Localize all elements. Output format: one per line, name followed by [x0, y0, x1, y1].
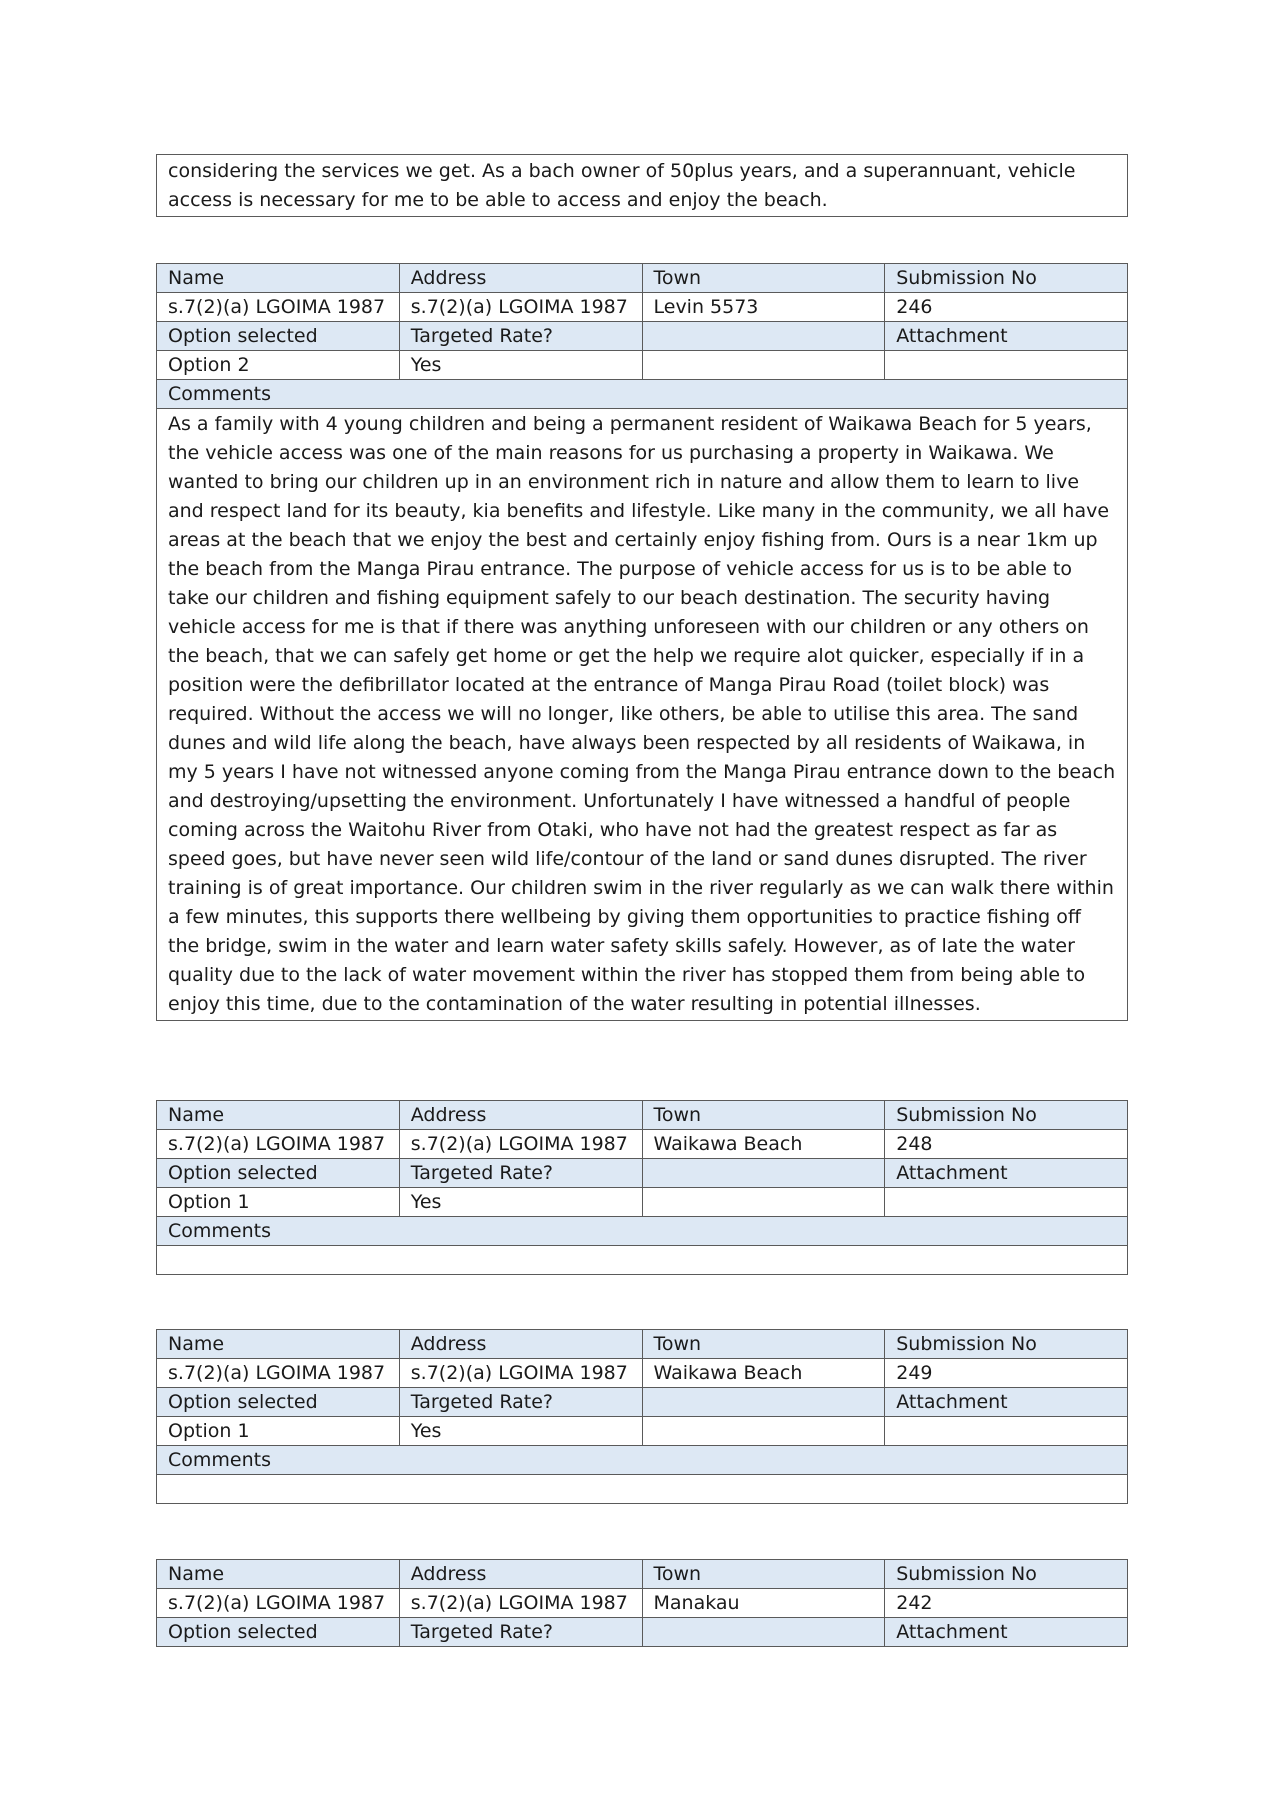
option-selected-header: Option selected — [157, 1159, 400, 1188]
empty-cell — [642, 1417, 885, 1446]
previous-comment-continuation: considering the services we get. As a bach owner of 50plus years, and a superannuant, vehicle access is necessary for me to be able to access and enjoy the beach. — [156, 154, 1128, 217]
address-value: s.7(2)(a) LGOIMA 1987 — [399, 1589, 642, 1618]
targeted-rate-header: Targeted Rate? — [399, 1618, 642, 1647]
option-value: Option 2 — [157, 351, 400, 380]
comments-row — [157, 1475, 1128, 1504]
comment-text — [157, 1475, 1128, 1504]
option-selected-header: Option selected — [157, 1618, 400, 1647]
option-row — [157, 1188, 1128, 1217]
submission-no-header: Submission No — [885, 1101, 1128, 1130]
empty-header-cell — [642, 1618, 885, 1647]
attachment-value — [885, 1188, 1128, 1217]
town-header: Town — [642, 1101, 885, 1130]
targeted-rate-value: Yes — [399, 1188, 642, 1217]
attachment-value — [885, 351, 1128, 380]
submission-table-246 — [156, 263, 1128, 1021]
attachment-header: Attachment — [885, 1159, 1128, 1188]
targeted-rate-value: Yes — [399, 1417, 642, 1446]
empty-cell — [642, 1188, 885, 1217]
comments-row — [157, 409, 1128, 1021]
option-header-row — [157, 322, 1128, 351]
town-value: Waikawa Beach — [642, 1359, 885, 1388]
attachment-header: Attachment — [885, 1388, 1128, 1417]
submission-no-header: Submission No — [885, 264, 1128, 293]
details-row — [157, 293, 1128, 322]
option-header-row — [157, 1159, 1128, 1188]
submission-no-value: 242 — [885, 1589, 1128, 1618]
comments-header-row — [157, 1446, 1128, 1475]
header-row — [157, 1330, 1128, 1359]
comment-text: As a family with 4 young children and being a permanent resident of Waikawa Beach for 5 years, the vehicle access was one of the main reasons for us purchasing a property in Waikawa. We wanted to bring our children up in an environment rich in nature and allow them to learn to live and respect land for its beauty, kia benefits and lifestyle. Like many in the community, we all have areas at the beach that we enjoy the best and certainly enjoy fishing from. Ours is a near 1km up the beach from the Manga Pirau entrance. The purpose of vehicle access for us is to be able to take our children and fishing equipment safely to our beach destination. The security having vehicle access for me is that if there was anything unforeseen with our children or any others on the beach, that we can safely get home or get the help we require alot quicker, especially if in a position were the defibrillator located at the entrance of Manga Pirau Road (toilet block) was required. Without the access we will no longer, like others, be able to utilise this area. The sand dunes and wild life along the beach, have always been respected by all residents of Waikawa, in my 5 years I have not witnessed anyone coming from the Manga Pirau entrance down to the beach and destroying/upsetting the environment. Unfortunately I have witnessed a handful of people coming across the Waitohu River from Otaki, who have not had the greatest respect as far as speed goes, but have never seen wild life/contour of the land or sand dunes disrupted. The river training is of great importance. Our children swim in the river regularly as we can walk there within a few minutes, this supports there wellbeing by giving them opportunities to practice fishing off the bridge, swim in the water and learn water safety skills safely. However, as of late the water quality due to the lack of water movement within the river has stopped them from being able to enjoy this time, due to the contamination of the water resulting in potential illnesses. — [157, 409, 1128, 1021]
town-header: Town — [642, 264, 885, 293]
address-value: s.7(2)(a) LGOIMA 1987 — [399, 1130, 642, 1159]
submission-no-header: Submission No — [885, 1560, 1128, 1589]
empty-header-cell — [642, 1388, 885, 1417]
attachment-header: Attachment — [885, 1618, 1128, 1647]
name-header: Name — [157, 264, 400, 293]
submission-no-value: 248 — [885, 1130, 1128, 1159]
option-row — [157, 1417, 1128, 1446]
attachment-value — [885, 1417, 1128, 1446]
empty-cell — [642, 351, 885, 380]
address-header: Address — [399, 264, 642, 293]
town-value: Levin 5573 — [642, 293, 885, 322]
town-header: Town — [642, 1560, 885, 1589]
town-value: Waikawa Beach — [642, 1130, 885, 1159]
submission-no-value: 246 — [885, 293, 1128, 322]
town-header: Town — [642, 1330, 885, 1359]
comments-header-row — [157, 1217, 1128, 1246]
comments-header: Comments — [157, 1217, 1128, 1246]
option-value: Option 1 — [157, 1417, 400, 1446]
attachment-header: Attachment — [885, 322, 1128, 351]
empty-header-cell — [642, 322, 885, 351]
comment-text — [157, 1246, 1128, 1275]
address-header: Address — [399, 1560, 642, 1589]
name-value: s.7(2)(a) LGOIMA 1987 — [157, 293, 400, 322]
name-header: Name — [157, 1560, 400, 1589]
header-row — [157, 1101, 1128, 1130]
comments-header: Comments — [157, 380, 1128, 409]
comments-header-row — [157, 380, 1128, 409]
submission-no-header: Submission No — [885, 1330, 1128, 1359]
address-header: Address — [399, 1101, 642, 1130]
targeted-rate-header: Targeted Rate? — [399, 1159, 642, 1188]
comments-row — [157, 1246, 1128, 1275]
submission-table-248 — [156, 1100, 1128, 1275]
submission-no-value: 249 — [885, 1359, 1128, 1388]
address-value: s.7(2)(a) LGOIMA 1987 — [399, 293, 642, 322]
name-value: s.7(2)(a) LGOIMA 1987 — [157, 1589, 400, 1618]
targeted-rate-header: Targeted Rate? — [399, 1388, 642, 1417]
name-value: s.7(2)(a) LGOIMA 1987 — [157, 1359, 400, 1388]
empty-header-cell — [642, 1159, 885, 1188]
header-row — [157, 1560, 1128, 1589]
submission-table-249 — [156, 1329, 1128, 1504]
name-header: Name — [157, 1101, 400, 1130]
header-row — [157, 264, 1128, 293]
address-value: s.7(2)(a) LGOIMA 1987 — [399, 1359, 642, 1388]
option-value: Option 1 — [157, 1188, 400, 1217]
submission-table-242 — [156, 1559, 1128, 1647]
option-header-row — [157, 1388, 1128, 1417]
details-row — [157, 1359, 1128, 1388]
option-selected-header: Option selected — [157, 1388, 400, 1417]
address-header: Address — [399, 1330, 642, 1359]
town-value: Manakau — [642, 1589, 885, 1618]
details-row — [157, 1589, 1128, 1618]
targeted-rate-header: Targeted Rate? — [399, 322, 642, 351]
details-row — [157, 1130, 1128, 1159]
option-header-row — [157, 1618, 1128, 1647]
comments-header: Comments — [157, 1446, 1128, 1475]
name-value: s.7(2)(a) LGOIMA 1987 — [157, 1130, 400, 1159]
targeted-rate-value: Yes — [399, 351, 642, 380]
option-selected-header: Option selected — [157, 322, 400, 351]
option-row — [157, 351, 1128, 380]
name-header: Name — [157, 1330, 400, 1359]
